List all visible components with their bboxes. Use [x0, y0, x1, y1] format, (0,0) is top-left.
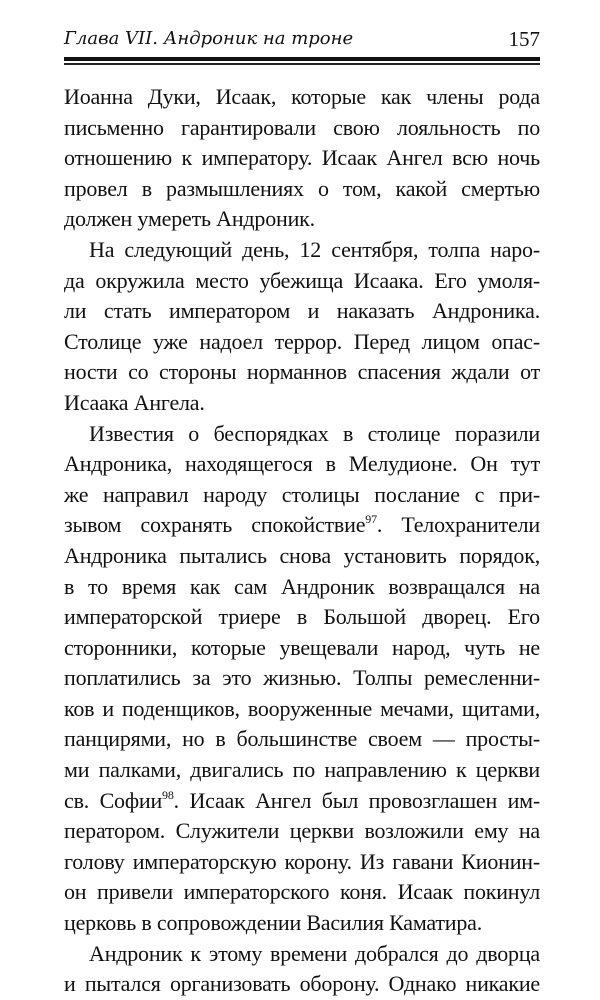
- text-line: зывом сохранять спокойствие$^{97}$. Телохранители: [64, 512, 540, 538]
- paragraph: [64, 82, 540, 235]
- header-rule-thick: [64, 57, 540, 61]
- page-number: 157: [508, 27, 540, 51]
- header-rule-thin: [64, 63, 540, 65]
- body-text: [64, 82, 540, 1000]
- text-line: ков и поденщиков, вооруженные мечами, щитами,: [64, 695, 540, 721]
- text-line: Андроник к этому времени добрался до дворца: [89, 940, 540, 966]
- chapter-title: Глава VII. Андроник на троне: [64, 28, 354, 49]
- text-line: Андроника пытались снова установить порядок,: [64, 542, 540, 568]
- footnote-ref: 97: [365, 512, 377, 527]
- text-line: голову императорскую корону. Из гавани Кионин-: [64, 848, 540, 874]
- paragraph: [64, 939, 540, 1000]
- paragraph: [64, 235, 540, 419]
- text-line: церковь в сопровождении Василия Каматира.: [64, 910, 483, 936]
- text-line: отношению к императору. Исаак Ангел всю ночь: [64, 145, 540, 171]
- text-line: панцирями, но в большинстве своем — просты-: [64, 726, 540, 752]
- text-line: в то время как сам Андроник возвращался на: [64, 573, 540, 599]
- footnote-ref: 98: [162, 787, 174, 802]
- paragraph: [64, 419, 540, 939]
- text-line: На следующий день, 12 сентября, толпа наро-: [89, 236, 540, 262]
- text-line: и пытался организовать оборону. Однако никакие: [64, 971, 540, 997]
- text-line: ператором. Служители церкви возложили ему на: [64, 818, 540, 844]
- text-line: поплатились за это жизнью. Толпы ремесленни-: [64, 665, 540, 691]
- text-line: письменно гарантировали свою лояльность по: [64, 114, 540, 140]
- text-line: Столице уже надоел террор. Перед лицом опас-: [64, 328, 540, 354]
- text-line: Исаака Ангела.: [64, 389, 205, 415]
- text-line: Андроника, находящегося в Мелудионе. Он тут: [64, 451, 540, 477]
- text-line: ности со стороны норманнов спасения ждали от: [64, 359, 540, 385]
- text-line: императорской триере в Большой дворец. Его: [64, 604, 540, 630]
- text-line: да окружила место убежища Исаака. Его умоля-: [64, 267, 540, 293]
- text-line: же направил народу столицы послание с при-: [64, 481, 540, 507]
- text-line: сторонники, которые увещевали народ, чуть не: [64, 634, 540, 660]
- text-line: он привели императорского коня. Исаак покинул: [64, 879, 540, 905]
- text-line: должен умереть Андроник.: [64, 206, 315, 232]
- running-header: [64, 26, 540, 56]
- text-line: Иоанна Дуки, Исаак, которые как члены рода: [64, 84, 540, 109]
- text-line: провел в размышлениях о том, какой смертью: [64, 175, 540, 201]
- text-line: ми палками, двигались по направлению к церкви: [64, 757, 540, 783]
- text-line: ли стать императором и наказать Андроника.: [64, 298, 540, 324]
- text-line: Известия о беспорядках в столице поразили: [89, 420, 540, 446]
- text-line: св. Софии$^{98}$. Исаак Ангел был провозглашен им-: [64, 787, 541, 813]
